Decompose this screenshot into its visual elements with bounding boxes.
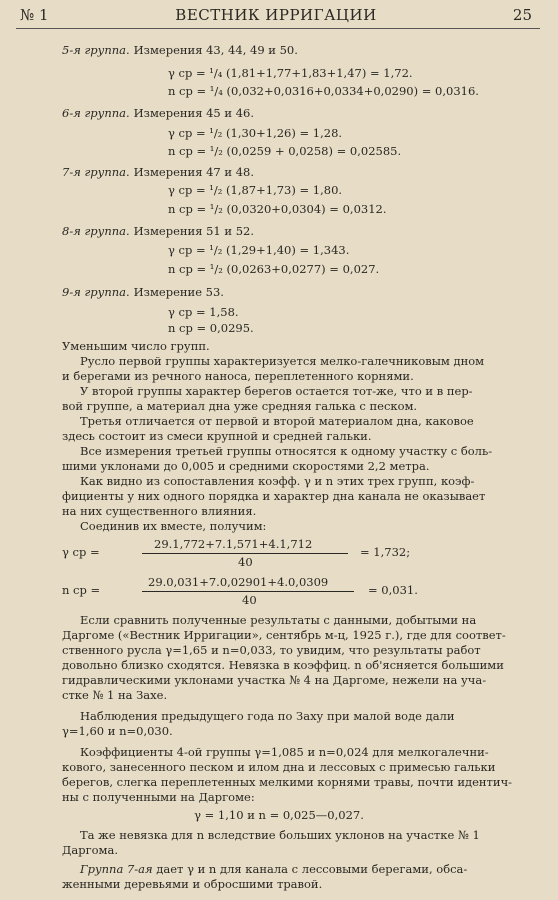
body-line: Как видно из сопоставления коэфф. γ и n этих трех групп, коэф- <box>80 474 475 488</box>
formula-result: = 0,031. <box>368 583 418 597</box>
body-line: вой группе, а материал дна уже средняя галька с песком. <box>62 399 418 413</box>
body-line: Соединив их вместе, получим: <box>80 519 267 533</box>
group-5-name: 5-я группа. <box>62 43 130 57</box>
formula-lhs: n ср = <box>62 583 101 597</box>
group-7a-paragraph <box>80 863 467 876</box>
body-line: женными деревьями и обросшими травой. <box>62 877 323 891</box>
body-line: ны с полученными на Даргоме: <box>62 790 255 804</box>
group-7-name: 7-я группа. <box>62 165 130 179</box>
n-mean-formula <box>62 576 462 610</box>
header-rule <box>16 28 540 29</box>
body-line: гидравлическими уклонами участка № 4 на Даргоме, нежели на уча- <box>62 673 487 687</box>
group-7-desc: Измерения 47 и 48. <box>133 165 255 179</box>
group-6-heading <box>62 107 254 120</box>
body-line: Та же невязка для n вследствие больших уклонов на участке № 1 <box>80 828 480 842</box>
body-line: фициенты у них одного порядка и характер дна канала не оказывает <box>62 489 486 503</box>
group-8-heading <box>62 225 254 238</box>
body-line: здесь состоит из смеси крупной и средней гальки. <box>62 429 372 443</box>
formula-lhs: γ ср = <box>62 545 100 559</box>
group-6-name: 6-я группа. <box>62 106 130 120</box>
body-line: ственного русла γ=1,65 и n=0,033, то увидим, что результаты работ <box>62 643 481 657</box>
running-header <box>20 6 532 26</box>
body-line: У второй группы характер берегов остается тот-же, что и в пер- <box>80 384 473 398</box>
formula-result: = 1,732; <box>360 545 411 559</box>
formula-numerator: 29.1,772+7.1,571+4.1,712 <box>154 537 313 551</box>
gamma-mean-formula <box>62 538 462 572</box>
centered-equation: γ = 1,10 и n = 0,025—0,027. <box>194 808 364 822</box>
formula-numerator: 29.0,031+7.0,02901+4.0,0309 <box>148 575 329 589</box>
body-line: Даргоме («Вестник Ирригации», сентябрь м-ц, 1925 г.), где для соответ- <box>62 628 506 642</box>
group-6-desc: Измерения 45 и 46. <box>133 106 255 120</box>
body-line: стке № 1 на Захе. <box>62 688 168 702</box>
body-line: Русло первой группы характеризуется мелко-галечниковым дном <box>80 354 485 368</box>
group-7-n: n ср = ¹/₂ (0,0320+0,0304) = 0,0312. <box>168 202 387 216</box>
group-8-n: n ср = ¹/₂ (0,0263+0,0277) = 0,027. <box>168 262 380 276</box>
body-line: кового, занесенного песком и илом дна и лессовых с примесью гальки <box>62 760 496 774</box>
group-6-n: n ср = ¹/₂ (0,0259 + 0,0258) = 0,02585. <box>168 144 402 158</box>
group-8-desc: Измерения 51 и 52. <box>133 224 255 238</box>
fraction-bar <box>142 553 348 554</box>
group-8-name: 8-я группа. <box>62 224 130 238</box>
formula-denominator: 40 <box>242 593 257 607</box>
group-5-n: n ср = ¹/₄ (0,032+0,0316+0,0334+0,0290) = 0,0316. <box>168 84 479 98</box>
group-7-heading <box>62 166 254 179</box>
body-line: Уменьшим число групп. <box>62 339 210 353</box>
body-line: γ=1,60 и n=0,030. <box>62 724 173 738</box>
body-line: довольно близко сходятся. Невязка в коэффиц. n об'ясняется большими <box>62 658 504 672</box>
body-line: Наблюдения предыдущего года по Заху при малой воде дали <box>80 709 455 723</box>
group-7-gamma: γ ср = ¹/₂ (1,87+1,73) = 1,80. <box>168 183 343 197</box>
group-9-name: 9-я группа. <box>62 285 130 299</box>
body-line: шими уклонами до 0,005 и средними скоростями 2,2 метра. <box>62 459 430 473</box>
group-9-desc: Измерение 53. <box>133 285 224 299</box>
body-line: Коэффициенты 4-ой группы γ=1,085 и n=0,024 для мелкогалечни- <box>80 745 489 759</box>
group-7a-text: дает γ и n для канала с лессовыми берегами, обса- <box>152 862 468 876</box>
group-9-heading <box>62 286 224 299</box>
body-line: берегов, слегка переплетенных мелкими корнями травы, почти идентич- <box>62 775 513 789</box>
group-5-gamma: γ ср = ¹/₄ (1,81+1,77+1,83+1,47) = 1,72. <box>168 66 413 80</box>
group-9-gamma: γ ср = 1,58. <box>168 305 239 319</box>
group-6-gamma: γ ср = ¹/₂ (1,30+1,26) = 1,28. <box>168 126 343 140</box>
group-7a-lead: Группа 7-ая <box>80 862 153 876</box>
fraction-bar <box>142 591 354 592</box>
formula-denominator: 40 <box>238 555 253 569</box>
group-5-heading <box>62 44 298 57</box>
page-number: 25 <box>512 6 532 24</box>
group-9-n: n ср = 0,0295. <box>168 321 254 335</box>
journal-title: ВЕСТНИК ИРРИГАЦИИ <box>175 6 377 24</box>
group-8-gamma: γ ср = ¹/₂ (1,29+1,40) = 1,343. <box>168 243 350 257</box>
group-5-desc: Измерения 43, 44, 49 и 50. <box>133 43 298 57</box>
body-line: Даргома. <box>62 843 118 857</box>
issue-number: № 1 <box>20 6 49 24</box>
body-line: Если сравнить полученные результаты с данными, добытыми на <box>80 613 477 627</box>
body-line: Третья отличается от первой и второй материалом дна, каковое <box>80 414 474 428</box>
body-line: и берегами из речного наноса, переплетенного корнями. <box>62 369 414 383</box>
body-line: на них существенного влияния. <box>62 504 257 518</box>
body-line: Все измерения третьей группы относятся к одному участку с боль- <box>80 444 493 458</box>
